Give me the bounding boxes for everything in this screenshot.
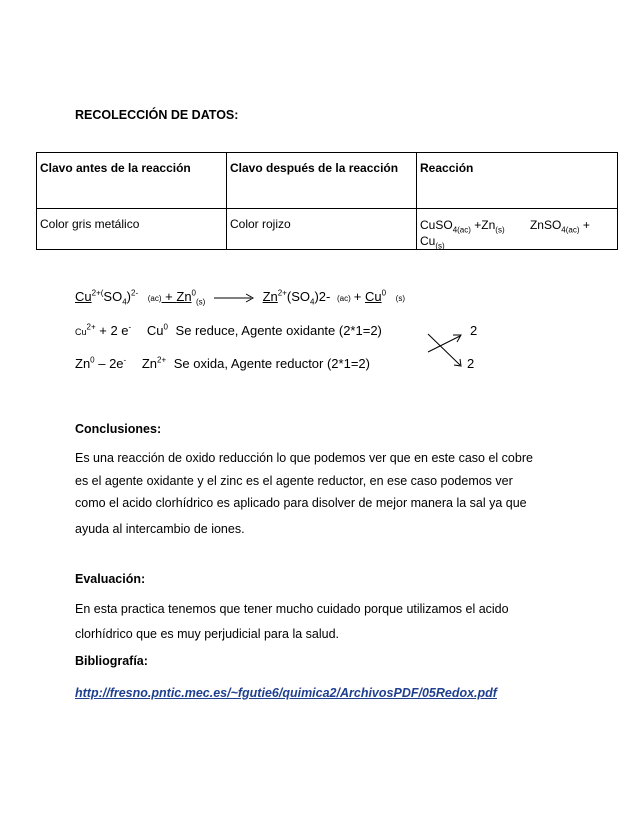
half1-coefficient: 2 <box>470 323 478 338</box>
paragraph-line: ayuda al intercambio de iones. <box>75 521 245 536</box>
cell-before: Color gris metálico <box>37 209 227 250</box>
table-row <box>37 209 618 250</box>
cell-after: Color rojizo <box>227 209 417 250</box>
half-reaction-oxidation: Zn$^0$ – 2e- $Zn^{2+}$ Se oxida, Agente reductor (2*1=2) <box>75 355 370 371</box>
header-after: Clavo después de la reacción <box>227 153 417 209</box>
bibliografia-title: Bibliografía: <box>75 654 148 668</box>
redox-equation: $Cu^{2+(}SO_4)^{2-}$ $(ac) + Zn^0_{(s)}$ $Zn^{2+}(SO_4)2-$ $(ac) + Cu^0$ (s) <box>75 288 405 307</box>
paragraph-line: En esta practica tenemos que tener mucho cuidado porque utilizamos el acido <box>75 602 509 616</box>
table-header-row <box>37 153 618 209</box>
header-reaction: Reacción <box>417 153 618 209</box>
bibliography-link[interactable]: http://fresno.pntic.mec.es/~fgutie6/quimica2/ArchivosPDF/05Redox.pdf <box>75 686 497 700</box>
header-before: Clavo antes de la reacción <box>37 153 227 209</box>
conclusiones-title: Conclusiones: <box>75 422 162 436</box>
reaction-arrow-icon <box>213 293 255 303</box>
paragraph-line: es el agente oxidante y el zinc es el agente reductor, en ese caso podemos ver <box>75 473 513 488</box>
cell-reaction: CuSO$_{4(ac)}$ $+Zn_{(s)}$ ZnSO$_{4(ac)}$ + $Cu_{(s)}$ <box>417 209 618 250</box>
paragraph-line: clorhídrico que es muy perjudicial para la salud. <box>75 626 340 641</box>
paragraph-line: como el acido clorhídrico es aplicado para disolver de mejor manera la sal ya que <box>75 496 527 510</box>
paragraph-line: Es una reacción de oxido reducción lo que podemos ver que en este caso el cobre <box>75 451 533 465</box>
conclusiones-text <box>75 447 575 540</box>
cross-arrows-icon <box>424 330 466 372</box>
section-title: RECOLECCIÓN DE DATOS: <box>75 108 239 122</box>
half-reaction-reduction: $Cu^{2+} + 2$ e- Cu$^0$ Se reduce, Agente oxidante (2*1=2) <box>75 322 382 338</box>
evaluacion-text <box>75 598 575 645</box>
half2-coefficient: 2 <box>467 356 475 371</box>
data-table <box>36 152 618 250</box>
evaluacion-title: Evaluación: <box>75 572 146 586</box>
